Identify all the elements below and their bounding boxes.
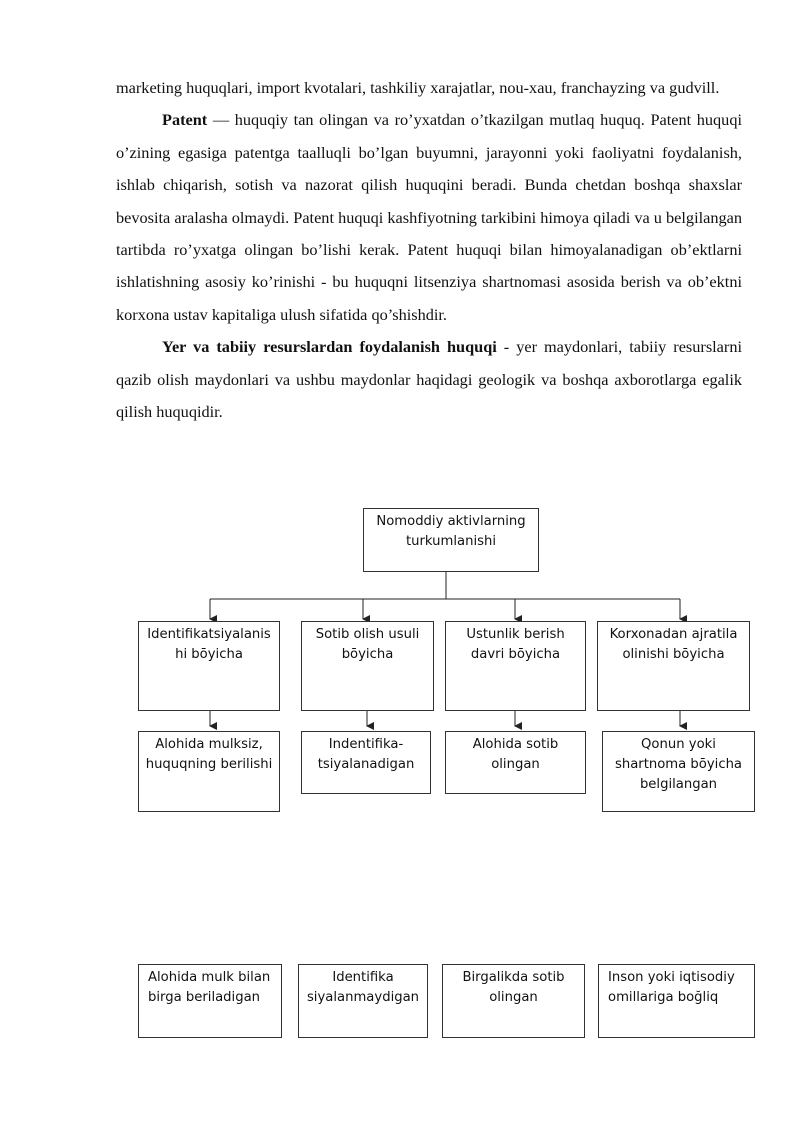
row-one-box-3: Alohida sotib olingan bbox=[445, 731, 586, 794]
category-box-acquisition: Sotib olish usuli bōyicha bbox=[301, 621, 434, 711]
land-rights-definition: - yer maydonlari, tabiiy resurslarni qazib olish maydonlari va ushbu maydonlar haqidagi geologik va boshqa axborotlarga egalik qilish huquqidir. bbox=[116, 337, 742, 422]
row-two-box-4: Inson yoki iqtisodiy omillariga boğliq bbox=[598, 964, 755, 1038]
category-box-identification: Identifikatsiyalanis hi bōyicha bbox=[138, 621, 280, 711]
patent-definition: — huquqiy tan olingan va ro’yxatdan o’tkazilgan mutlaq huquq. Patent huquqi o’zining egasiga patentga taalluqli bo’lgan buyumni, jarayonni yoki faoliyatni foydalanish, ishlab chiqarish, sotish va nazorat qilish huquqini beradi. Bunda chetdan boshqa shaxslar bevosita aralasha olmaydi. Patent huquqi kashfiyotning tarkibini himoya qiladi va u belgilangan tartibda ro’yxatga olingan bo’lishi kerak. Patent huquqi bilan himoyalanadigan ob’ektlarni ishlatishning asosiy ko’rinishi - bu huquqni litsenziya shartnomasi asosida berish va ob’ektni korxona ustav kapitaliga ulush sifatida qo’shishdir. bbox=[116, 110, 742, 324]
category-box-separability: Korxonadan ajratila olinishi bōyicha bbox=[597, 621, 750, 711]
row-two-box-3: Birgalikda sotib olingan bbox=[442, 964, 585, 1038]
diagram-root-box: Nomoddiy aktivlarning turkumlanishi bbox=[363, 508, 539, 572]
patent-term: Patent bbox=[162, 110, 208, 130]
intro-text: marketing huquqlari, import kvotalari, tashkiliy xarajatlar, nou-xau, franchayzing va gudvill. bbox=[116, 78, 720, 97]
category-box-benefit-period: Ustunlik berish davri bōyicha bbox=[445, 621, 586, 711]
land-rights-term: Yer va tabiiy resurslardan foydalanish huquqi bbox=[162, 337, 497, 357]
row-two-box-1: Alohida mulk bilan birga beriladigan bbox=[138, 964, 282, 1038]
row-two-box-2: Identifika siyalanmaydigan bbox=[298, 964, 428, 1038]
row-one-box-2: Indentifika-tsiyalanadigan bbox=[301, 731, 431, 794]
row-one-box-4: Qonun yoki shartnoma bōyicha belgilangan bbox=[602, 731, 755, 812]
row-one-box-1: Alohida mulksiz, huquqning berilishi bbox=[138, 731, 280, 812]
